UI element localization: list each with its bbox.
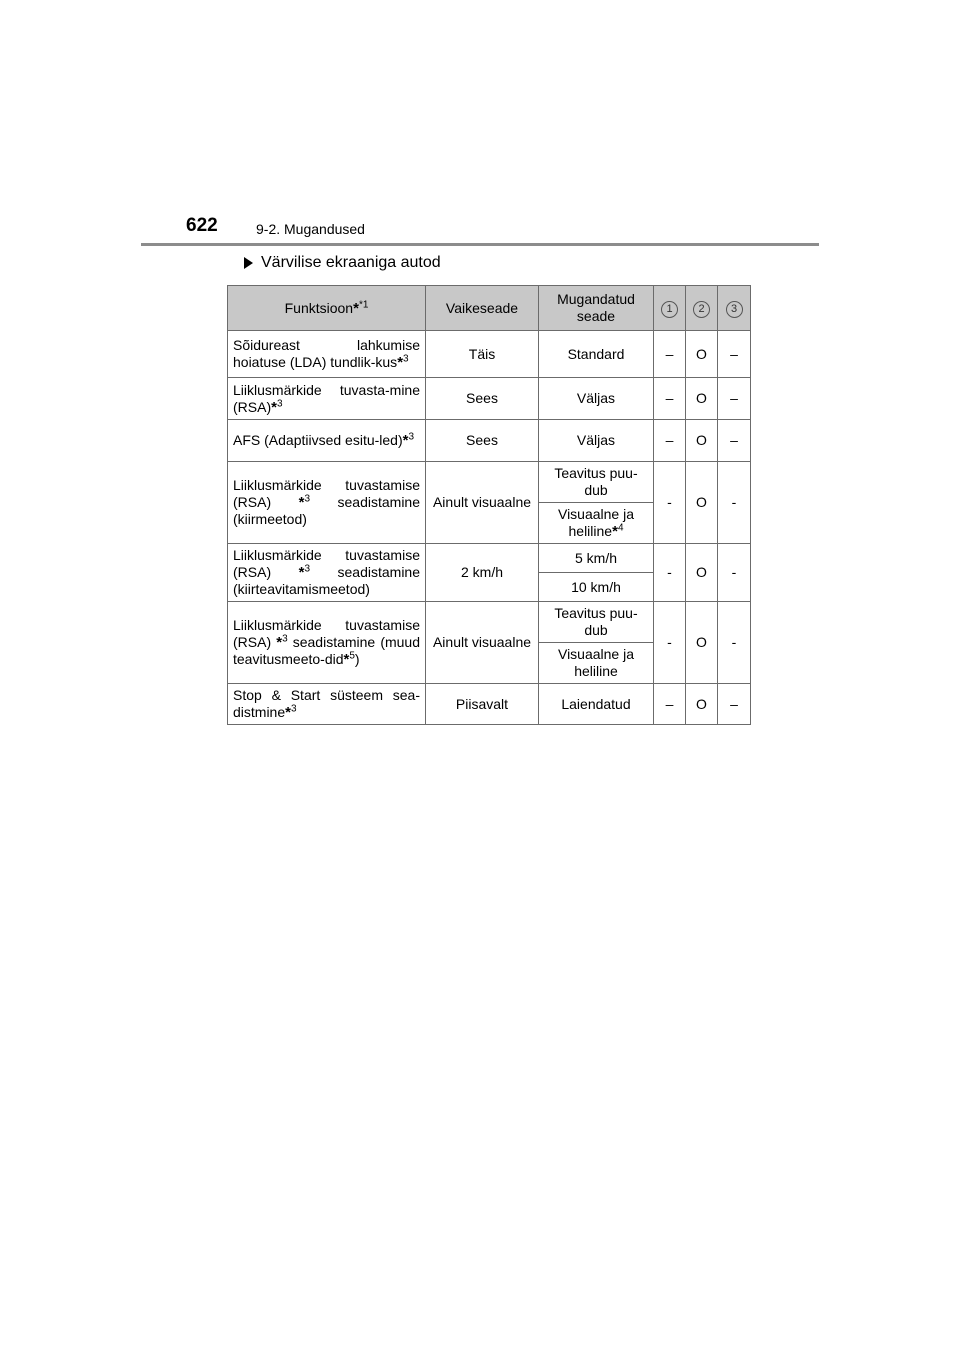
subheading-text: Värvilise ekraaniga autod [261, 254, 441, 271]
setting-col-1: - [654, 602, 686, 684]
default-cell: Ainult visuaalne [426, 602, 539, 684]
table-row [228, 684, 751, 725]
function-cell: Liiklusmärkide tuvastamise (RSA) *$^3$ seadistamine (muud teavitusmeeto-did*$^5$) [228, 602, 426, 684]
setting-col-2: O [686, 378, 718, 420]
triangle-bullet-icon [244, 257, 253, 269]
custom-cell: Teavitus puu-dub [539, 602, 654, 643]
setting-col-3: – [718, 331, 751, 378]
settings-table [227, 285, 751, 725]
default-cell: Täis [426, 331, 539, 378]
setting-col-1: - [654, 544, 686, 602]
circled-1-icon: 1 [661, 301, 678, 318]
setting-col-2: O [686, 684, 718, 725]
function-cell: Stop & Start süsteem sea-distmine*$^3$ [228, 684, 426, 725]
setting-col-3: – [718, 420, 751, 462]
header-default: Vaikeseade [426, 286, 539, 331]
custom-cell: 5 km/h [539, 544, 654, 573]
setting-col-2: O [686, 420, 718, 462]
function-cell: Liiklusmärkide tuvasta-mine (RSA)*$^3$ [228, 378, 426, 420]
setting-col-3: - [718, 544, 751, 602]
table-row [228, 602, 751, 643]
function-cell: Liiklusmärkide tuvastamise (RSA) *$^3$ seadistamine (kiirteavitamismeetod) [228, 544, 426, 602]
custom-cell: Teavitus puu-dub [539, 462, 654, 503]
default-cell: Piisavalt [426, 684, 539, 725]
setting-col-2: O [686, 544, 718, 602]
table-row [228, 544, 751, 573]
circled-2-icon: 2 [693, 301, 710, 318]
default-cell: Sees [426, 420, 539, 462]
header-divider [141, 243, 819, 246]
default-cell: Sees [426, 378, 539, 420]
setting-col-1: – [654, 331, 686, 378]
header-col-1 [654, 286, 686, 331]
setting-col-2: O [686, 602, 718, 684]
setting-col-2: O [686, 462, 718, 544]
table-row [228, 378, 751, 420]
default-cell: Ainult visuaalne [426, 462, 539, 544]
header-col-3 [718, 286, 751, 331]
function-cell: AFS (Adaptiivsed esitu-led)*$^3$ [228, 420, 426, 462]
custom-cell: Väljas [539, 420, 654, 462]
setting-col-1: – [654, 684, 686, 725]
header-function: Funktsioon*$^{*1}$ [228, 286, 426, 331]
subheading [244, 254, 441, 272]
setting-col-3: – [718, 378, 751, 420]
header-col-2 [686, 286, 718, 331]
custom-cell: Väljas [539, 378, 654, 420]
function-cell: Liiklusmärkide tuvastamise (RSA) *$^3$ seadistamine (kiirmeetod) [228, 462, 426, 544]
setting-col-1: - [654, 462, 686, 544]
function-cell: Sõidureast lahkumise hoiatuse (LDA) tundlik-kus*$^3$ [228, 331, 426, 378]
header-custom: Mugandatud seade [539, 286, 654, 331]
table-header-row [228, 286, 751, 331]
table-row [228, 331, 751, 378]
section-title: 9-2. Mugandused [256, 221, 365, 237]
setting-col-2: O [686, 331, 718, 378]
table-row [228, 420, 751, 462]
default-cell: 2 km/h [426, 544, 539, 602]
circled-3-icon: 3 [726, 301, 743, 318]
custom-cell: Visuaalne ja heliline*$^4$ [539, 503, 654, 544]
table-row [228, 462, 751, 503]
custom-cell: 10 km/h [539, 573, 654, 602]
custom-cell: Laiendatud [539, 684, 654, 725]
custom-cell: Standard [539, 331, 654, 378]
setting-col-3: – [718, 684, 751, 725]
page-number: 622 [186, 215, 218, 236]
setting-col-3: - [718, 462, 751, 544]
setting-col-1: – [654, 378, 686, 420]
setting-col-1: – [654, 420, 686, 462]
setting-col-3: - [718, 602, 751, 684]
custom-cell: Visuaalne ja heliline [539, 643, 654, 684]
